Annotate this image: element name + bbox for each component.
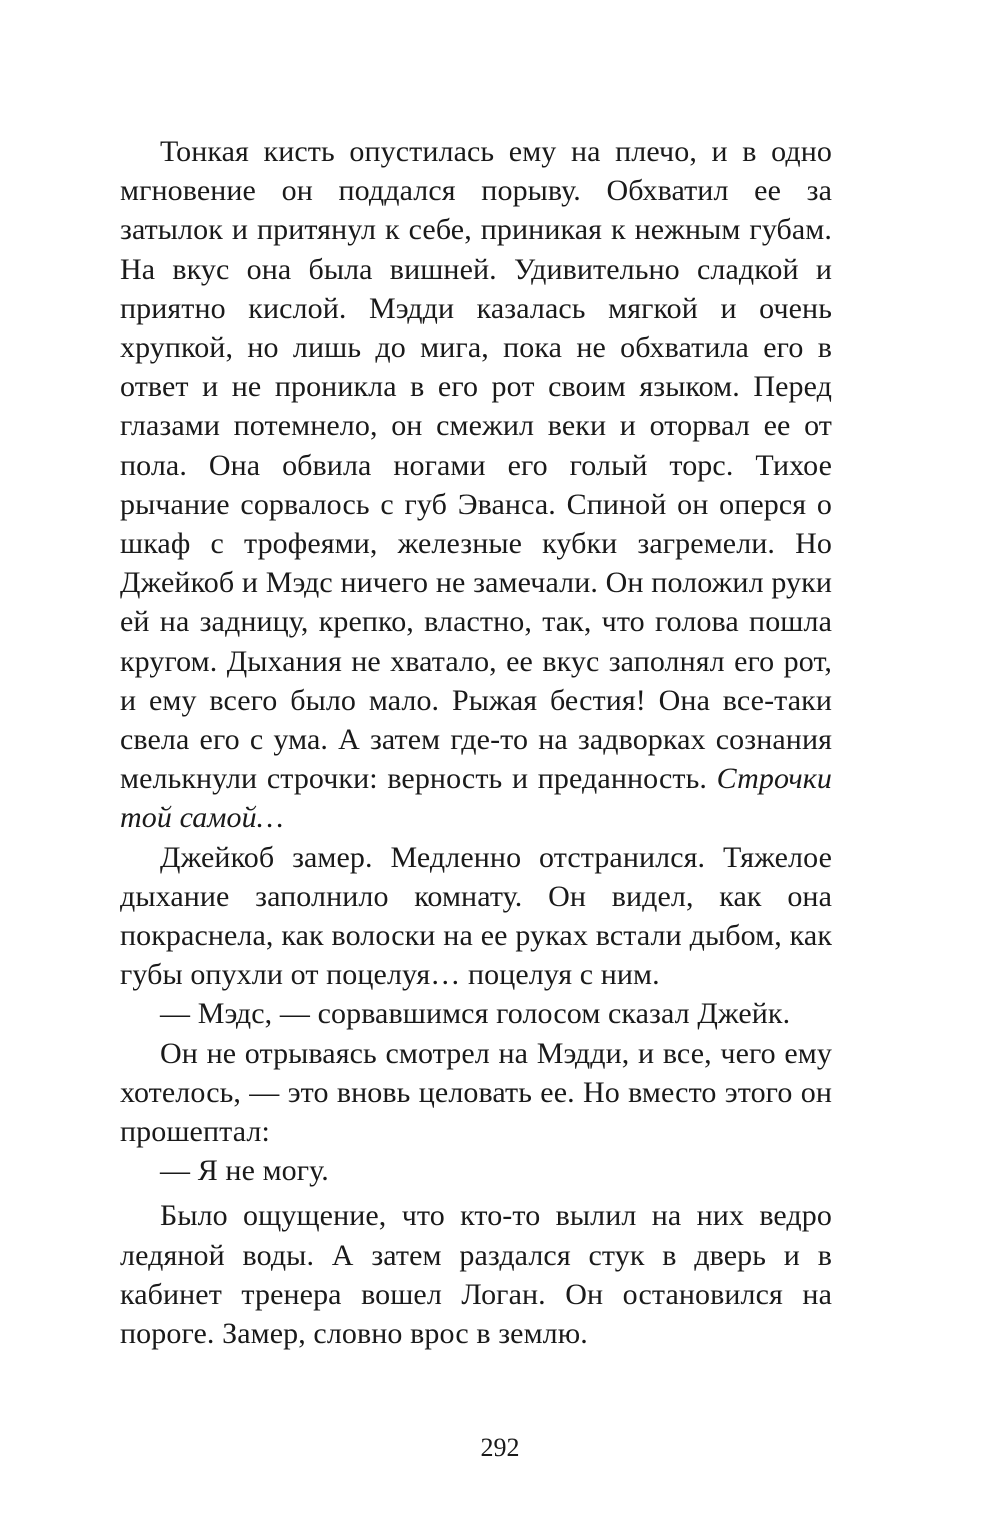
dialogue-line-cannot: [120, 1151, 832, 1190]
paragraph-kiss: [120, 132, 832, 838]
paragraph-looking: [120, 1034, 832, 1152]
italic-fragment: Строчки той самой…: [120, 762, 832, 835]
body-text: [120, 132, 832, 1353]
dialogue-line-mads: [120, 994, 832, 1033]
paragraph-text: — Я не могу.: [160, 1154, 329, 1188]
paragraph-text: Он не отрываясь смотрел на Мэдди, и все, чего ему хотелось, — это вновь целовать ее. Но вместо этого он прошептал:: [120, 1036, 832, 1149]
paragraph-text: Было ощущение, что кто-то вылил на них ведро ледяной воды. А затем раздался стук в дверь и в кабинет тренера вошел Логан. Он остановился на пороге. Замер, словно врос в землю.: [120, 1199, 832, 1351]
paragraph-text: — Мэдс, — сорвавшимся голосом сказал Джейк.: [160, 997, 791, 1031]
paragraph-text: Тонкая кисть опустилась ему на плечо, и в одно мгновение он поддался порыву. Обхватил ее за затылок и притянул к себе, приникая к нежным губам. На вкус она была вишней. Удивительно сладкой и приятно кислой. Мэдди казалась мягкой и очень хрупкой, но лишь до мига, пока не обхватила его в ответ и не проникла в его рот своим языком. Перед глазами потемнело, он смежил веки и оторвал ее от пола. Она обвила ногами его голый торс. Тихое рычание сорвалось с губ Эванса. Спиной он оперся о шкаф с трофеями, железные кубки загремели. Но Джейкоб и Мэдс ничего не замечали. Он положил руки ей на задницу, крепко, властно, так, что голова пошла кругом. Дыхания не хватало, ее вкус заполнял его рот, и ему всего было мало. Рыжая бестия! Она все-таки свела его с ума. А затем где-то на задворках сознания мелькнули строчки: верность и преданность.: [120, 135, 832, 796]
paragraph-logan: [120, 1196, 832, 1353]
paragraph-pull-away: [120, 838, 832, 995]
page-number: 292: [480, 1433, 520, 1462]
paragraph-text: Джейкоб замер. Медленно отстранился. Тяжелое дыхание заполнило комнату. Он видел, как она покраснела, как волоски на ее руках встали дыбом, как губы опухли от поцелуя… поцелуя с ним.: [120, 840, 832, 992]
